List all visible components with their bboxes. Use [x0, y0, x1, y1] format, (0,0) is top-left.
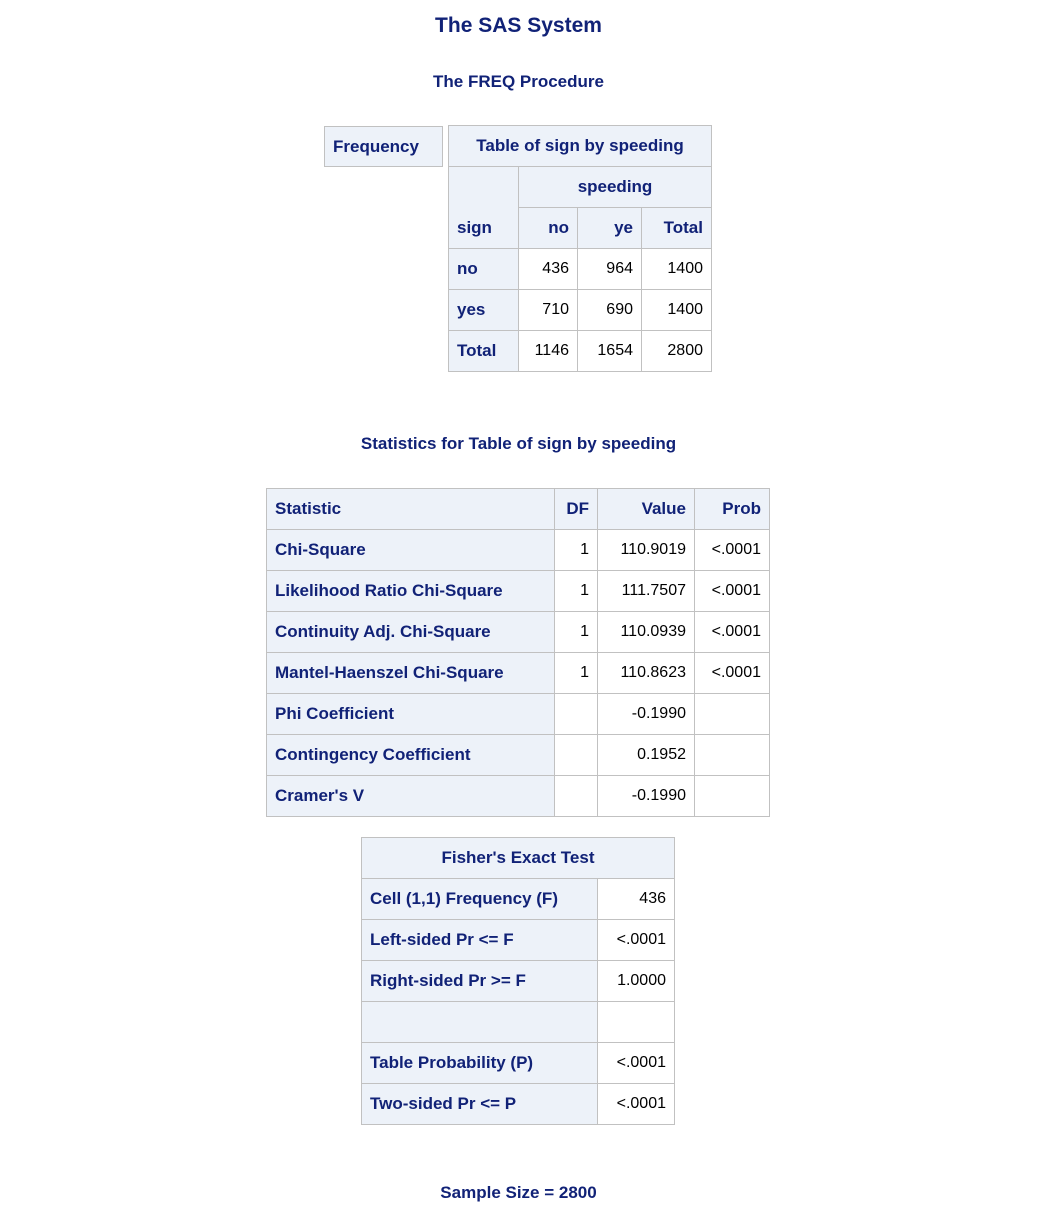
row-header: Total [449, 331, 519, 372]
cell-value: 2800 [642, 331, 712, 372]
table-row [267, 571, 770, 612]
fisher-value: <.0001 [598, 920, 675, 961]
prob-value [695, 735, 770, 776]
df-value: 1 [555, 530, 598, 571]
fisher-value [598, 1002, 675, 1043]
col-header: Prob [695, 489, 770, 530]
fisher-label: Right-sided Pr >= F [362, 961, 598, 1002]
col-header: Value [598, 489, 695, 530]
fisher-value: 436 [598, 879, 675, 920]
statistic-label: Chi-Square [267, 530, 555, 571]
stat-value: 110.8623 [598, 653, 695, 694]
row-var-header: sign [449, 167, 519, 249]
df-value: 1 [555, 612, 598, 653]
df-value [555, 776, 598, 817]
statistic-label: Continuity Adj. Chi-Square [267, 612, 555, 653]
fisher-title: Fisher's Exact Test [362, 838, 675, 879]
prob-value [695, 694, 770, 735]
col-header: ye [578, 208, 642, 249]
cell-value: 1654 [578, 331, 642, 372]
fisher-value: 1.0000 [598, 961, 675, 1002]
prob-value: <.0001 [695, 530, 770, 571]
table-row [449, 290, 712, 331]
cell-value: 1400 [642, 290, 712, 331]
col-var-header: speeding [519, 167, 712, 208]
fisher-table [361, 837, 675, 1125]
df-value [555, 735, 598, 776]
stat-value: 0.1952 [598, 735, 695, 776]
procedure-title: The FREQ Procedure [433, 72, 604, 91]
fisher-value: <.0001 [598, 1084, 675, 1125]
cell-value: 964 [578, 249, 642, 290]
table-row [362, 1002, 675, 1043]
stat-value: -0.1990 [598, 694, 695, 735]
stat-value: 110.0939 [598, 612, 695, 653]
page-title: The SAS System [435, 14, 602, 37]
stat-value: -0.1990 [598, 776, 695, 817]
cell-value: 710 [519, 290, 578, 331]
crosstab-title: Table of sign by speeding [449, 126, 712, 167]
table-row [267, 612, 770, 653]
cell-value: 690 [578, 290, 642, 331]
table-row [267, 735, 770, 776]
fisher-value: <.0001 [598, 1043, 675, 1084]
statistic-label: Cramer's V [267, 776, 555, 817]
col-header: Statistic [267, 489, 555, 530]
frequency-legend [324, 126, 443, 167]
table-row [267, 530, 770, 571]
legend-label: Frequency [325, 127, 443, 167]
prob-value: <.0001 [695, 612, 770, 653]
fisher-label: Table Probability (P) [362, 1043, 598, 1084]
table-row [267, 653, 770, 694]
row-header: no [449, 249, 519, 290]
table-row [362, 879, 675, 920]
table-row [267, 776, 770, 817]
table-row [449, 249, 712, 290]
df-value: 1 [555, 653, 598, 694]
statistic-label: Phi Coefficient [267, 694, 555, 735]
fisher-label [362, 1002, 598, 1043]
prob-value: <.0001 [695, 571, 770, 612]
row-header: yes [449, 290, 519, 331]
col-header: Total [642, 208, 712, 249]
table-row [362, 1084, 675, 1125]
table-row [267, 694, 770, 735]
sample-size: Sample Size = 2800 [440, 1183, 597, 1202]
df-value [555, 694, 598, 735]
statistic-label: Contingency Coefficient [267, 735, 555, 776]
statistics-table [266, 488, 770, 817]
cell-value: 1146 [519, 331, 578, 372]
crosstab-table [448, 125, 712, 372]
table-row [362, 961, 675, 1002]
fisher-label: Cell (1,1) Frequency (F) [362, 879, 598, 920]
statistic-label: Likelihood Ratio Chi-Square [267, 571, 555, 612]
stat-value: 111.7507 [598, 571, 695, 612]
stat-value: 110.9019 [598, 530, 695, 571]
cell-value: 1400 [642, 249, 712, 290]
statistic-label: Mantel-Haenszel Chi-Square [267, 653, 555, 694]
prob-value: <.0001 [695, 653, 770, 694]
fisher-label: Two-sided Pr <= P [362, 1084, 598, 1125]
table-row [449, 331, 712, 372]
df-value: 1 [555, 571, 598, 612]
prob-value [695, 776, 770, 817]
table-row [362, 1043, 675, 1084]
fisher-label: Left-sided Pr <= F [362, 920, 598, 961]
col-header: DF [555, 489, 598, 530]
col-header: no [519, 208, 578, 249]
cell-value: 436 [519, 249, 578, 290]
statistics-title: Statistics for Table of sign by speeding [360, 434, 677, 453]
table-row [362, 920, 675, 961]
